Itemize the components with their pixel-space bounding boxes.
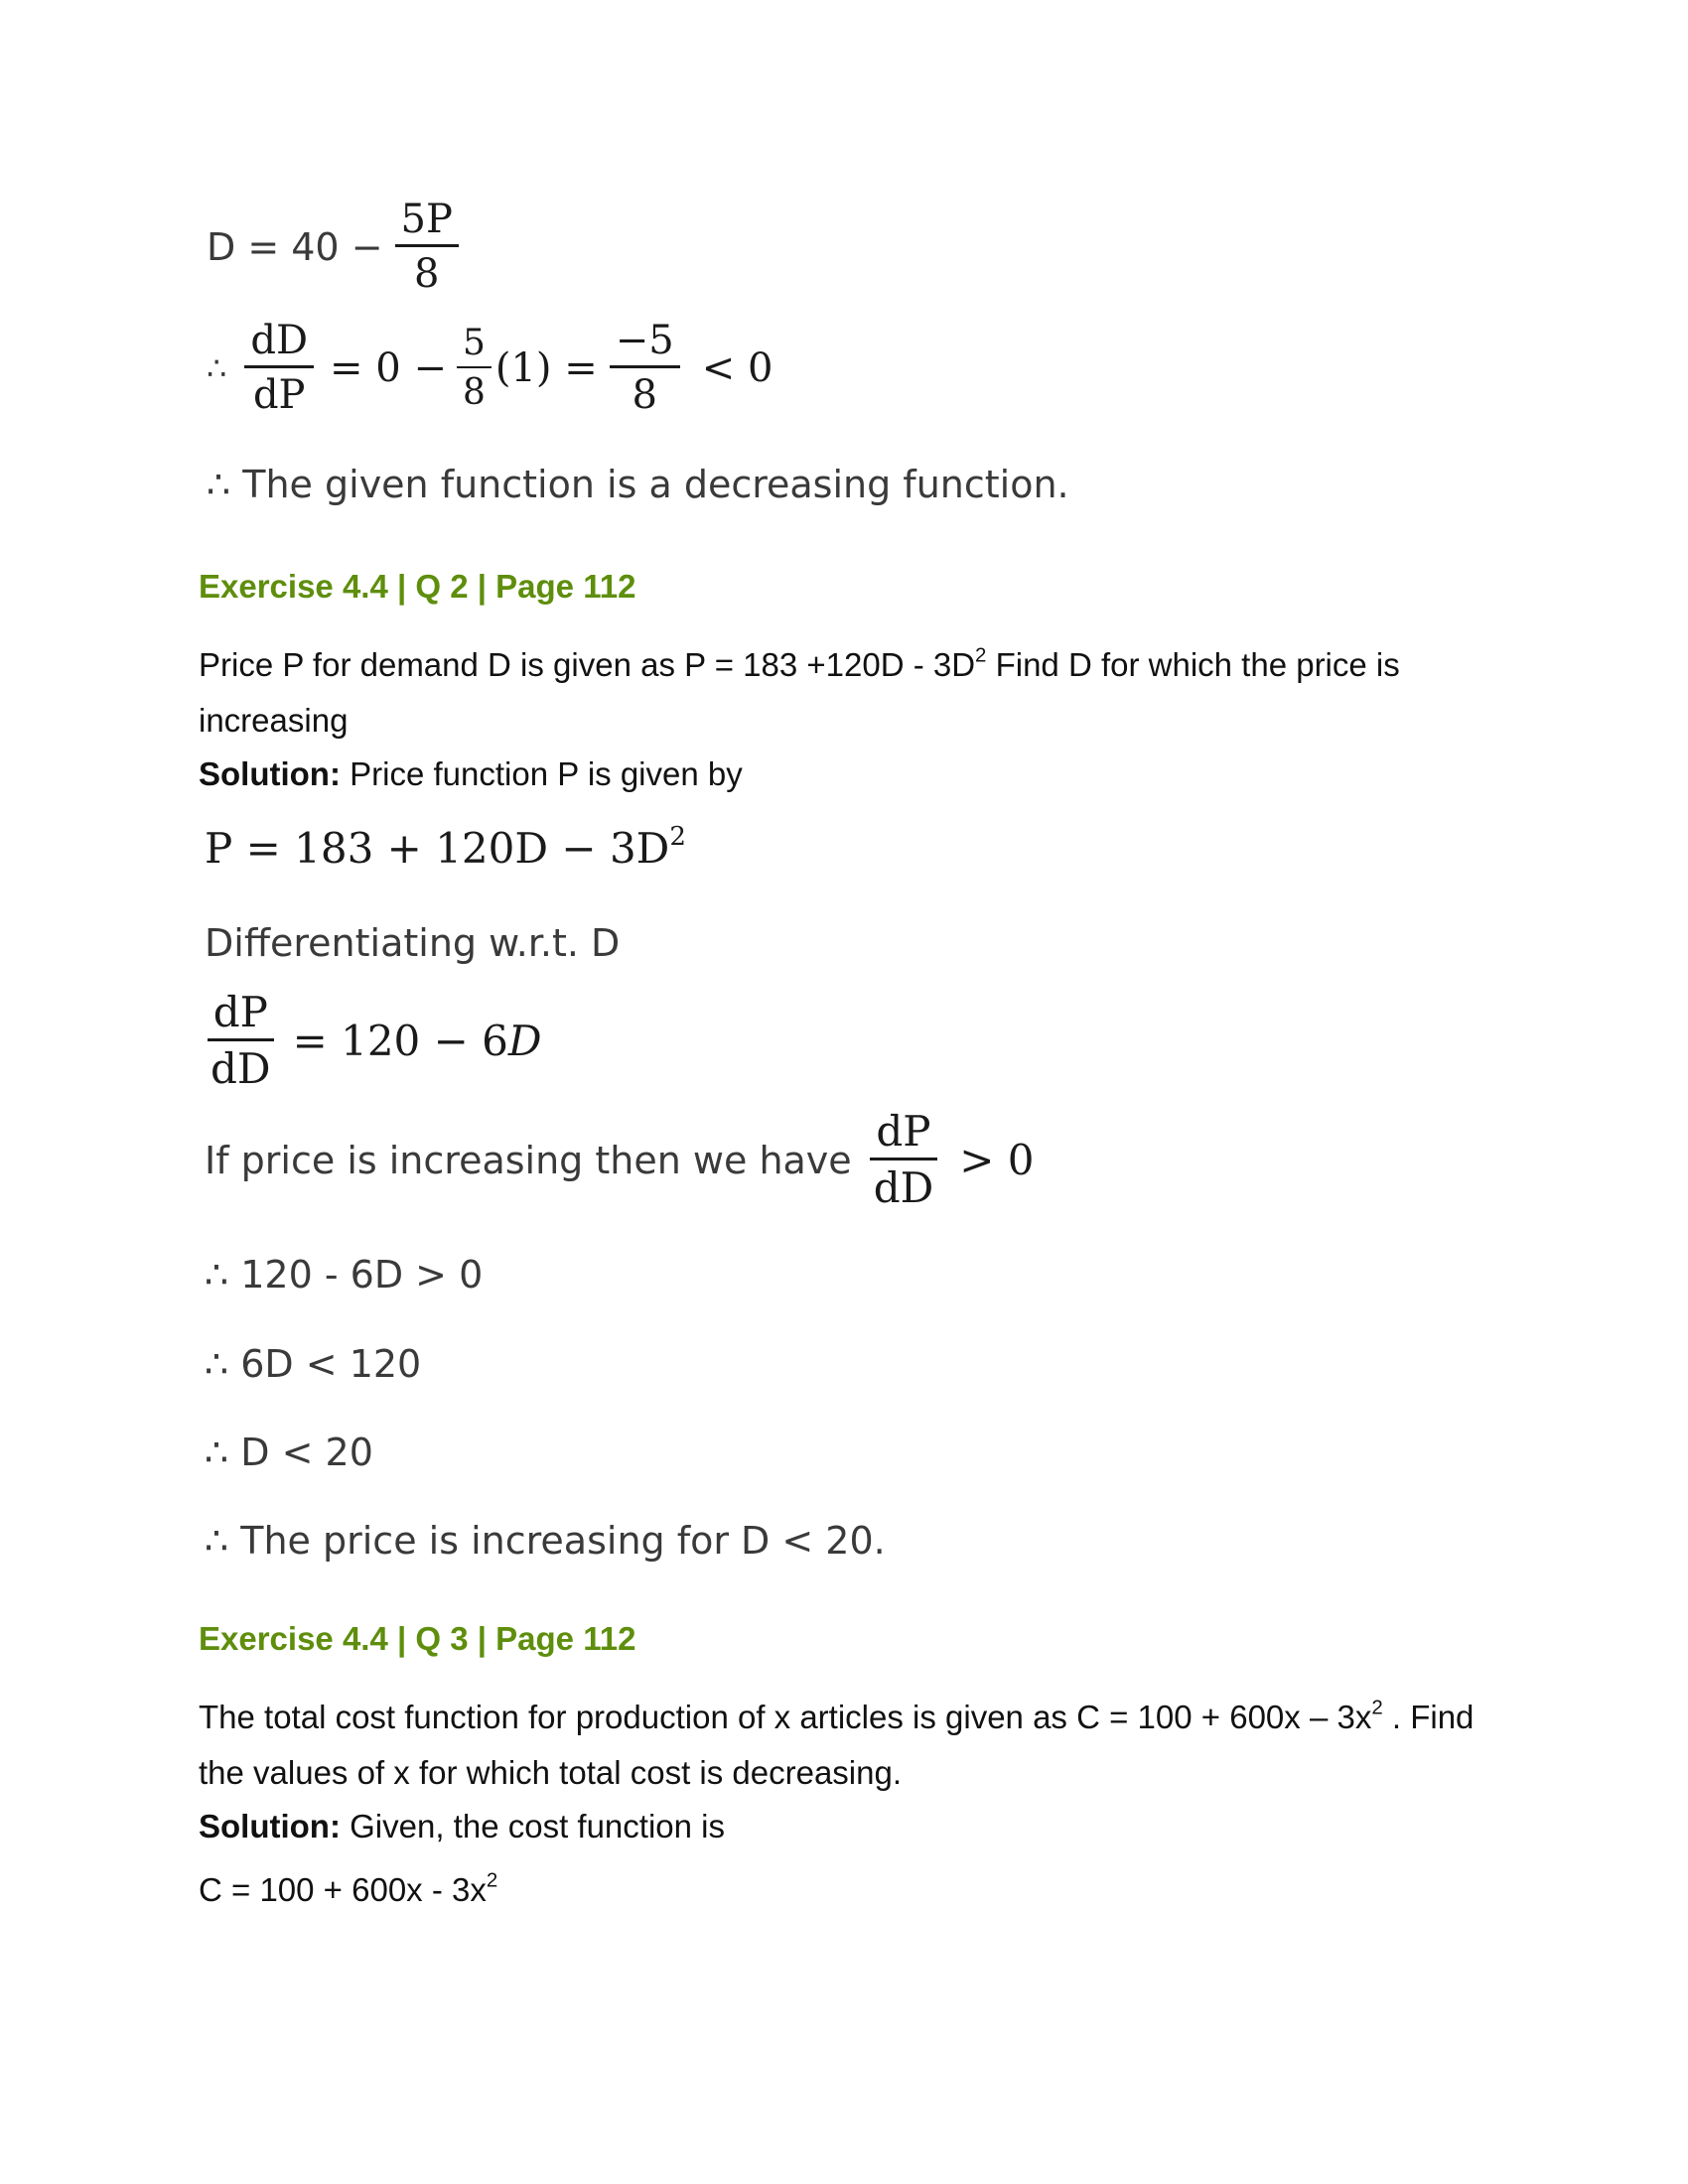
- equation-middle: = 0 −: [330, 344, 447, 391]
- fraction-neg5-8: [610, 320, 680, 416]
- fraction-denominator: 8: [632, 372, 657, 418]
- question-q3: [199, 1690, 1474, 1801]
- solution-text: Price function P is given by: [340, 755, 743, 792]
- step-2: ∴ 6D < 120: [205, 1342, 422, 1386]
- conclusion-decreasing: ∴ The given function is a decreasing function.: [207, 463, 1069, 506]
- step-conclusion: ∴ The price is increasing for D < 20.: [205, 1519, 886, 1563]
- fraction-denominator: 8: [462, 371, 486, 413]
- equation-cost-text: C = 100 + 600x - 3x: [199, 1871, 487, 1908]
- therefore-symbol: ∴: [207, 348, 227, 387]
- fraction-denominator: 8: [413, 251, 440, 297]
- equation-price-function: [205, 821, 686, 873]
- fraction-numerator: −5: [610, 320, 680, 368]
- condition-text: If price is increasing then we have: [205, 1138, 852, 1182]
- step-1: ∴ 120 - 6D > 0: [205, 1253, 484, 1297]
- fraction-numerator: dP: [870, 1110, 936, 1160]
- fraction-5-8: [457, 322, 492, 413]
- exercise-heading-q2: Exercise 4.4 | Q 2 | Page 112: [199, 568, 636, 605]
- superscript: 2: [1371, 1696, 1383, 1719]
- fraction-denominator: dD: [873, 1163, 934, 1213]
- solution-label: Solution:: [199, 755, 341, 792]
- equation-derivative-dd-dp: [207, 320, 773, 416]
- differentiating-text: Differentiating w.r.t. D: [205, 921, 621, 965]
- solution-text: Given, the cost function is: [340, 1808, 725, 1844]
- question-q3-line2: the values of x for which total cost is decreasing.: [199, 1754, 903, 1791]
- question-q2-line2: increasing: [199, 702, 349, 739]
- equation-variable: D: [507, 1017, 542, 1066]
- equation-price-text: P = 183 + 120D − 3D: [205, 824, 670, 873]
- question-q2: [199, 637, 1400, 749]
- equation-cost-function: [199, 1862, 497, 1918]
- condition-tail: > 0: [959, 1136, 1035, 1185]
- superscript: 2: [669, 821, 686, 852]
- fraction-numerator: dD: [244, 320, 314, 368]
- fraction-numerator: 5: [457, 325, 492, 368]
- fraction-numerator: dP: [208, 991, 274, 1041]
- superscript: 2: [975, 643, 987, 667]
- equation-dp-dd: [205, 988, 542, 1094]
- fraction-5p-8: [395, 199, 459, 295]
- fraction-dd-dp: [244, 320, 314, 416]
- equation-demand: [207, 199, 459, 295]
- fraction-numerator: 5P: [395, 199, 459, 247]
- question-q3-text: The total cost function for production of x articles is given as C = 100 + 600x – 3x: [199, 1699, 1372, 1735]
- fraction-denominator: dD: [211, 1044, 271, 1094]
- superscript: 2: [486, 1868, 498, 1892]
- step-3: ∴ D < 20: [205, 1431, 373, 1474]
- fraction-dp-dd: [205, 988, 277, 1094]
- equation-tail: < 0: [701, 344, 774, 391]
- question-q2-text-cont: Find D for which the price is: [986, 646, 1400, 683]
- exercise-heading-q3: Exercise 4.4 | Q 3 | Page 112: [199, 1620, 636, 1657]
- equation-rhs: = 120 − 6: [292, 1017, 508, 1066]
- question-q3-text-cont: . Find: [1382, 1699, 1475, 1735]
- fraction-denominator: dP: [252, 372, 306, 418]
- equation-paren: (1) =: [494, 344, 598, 391]
- fraction-dp-dd-condition: [868, 1107, 940, 1213]
- question-q2-text: Price P for demand D is given as P = 183 +120D - 3D: [199, 646, 976, 683]
- equation-demand-lhs: D = 40 −: [207, 224, 383, 269]
- condition-increasing: [205, 1107, 1035, 1213]
- solution-label: Solution:: [199, 1808, 341, 1844]
- solution-q2-intro: [199, 747, 743, 802]
- solution-q3-intro: [199, 1799, 725, 1854]
